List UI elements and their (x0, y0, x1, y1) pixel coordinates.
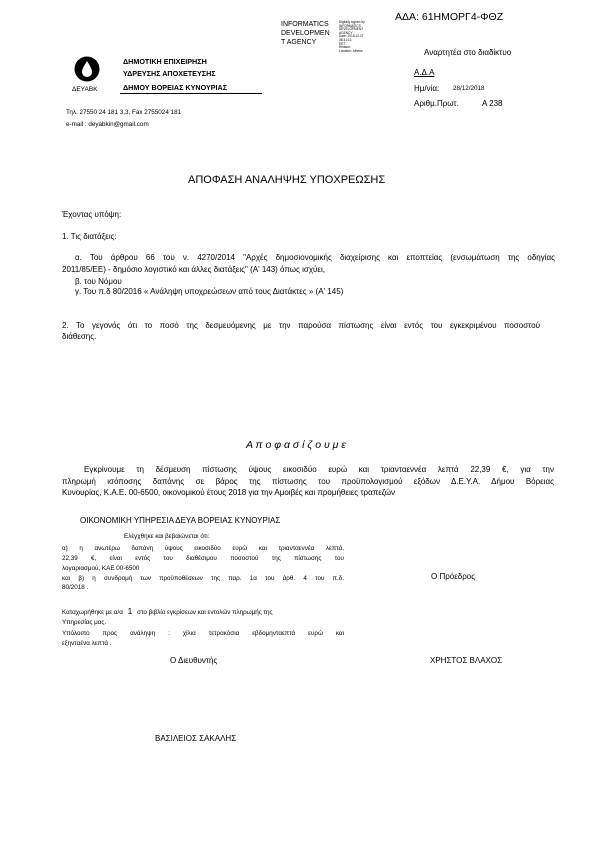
signature-line: Reason: (339, 45, 351, 50)
verified-line: 80/2018 . (62, 584, 89, 591)
financial-service-heading: ΟΙΚΟΝΟΜΙΚΗ ΥΠΗΡΕΣΙΑ ΔΕΥΑ ΒΟΡΕΙΑΣ ΚΥΝΟΥΡΙΑΣ (80, 516, 281, 525)
approval-line1: Εγκρίνουμε τη δέσμευση πίστωσης ύψους εικοσιδύο ευρώ και τριανταεννέα λεπτά 22,39 €, για την (84, 465, 554, 474)
decision-heading: Α π ο φ α σ ί ζ ο υ μ ε (246, 439, 346, 451)
date-value: 28/12/2018 (453, 85, 485, 92)
signature-line: EET (339, 41, 346, 46)
provisions-heading: 1. Τις διατάξεις: (62, 232, 117, 241)
registered-line1 (62, 608, 344, 617)
informatics-label-1: INFORMATICS (281, 21, 329, 28)
contact-phone: Τηλ. 27550 24 181 3,3, Fax 2755024 181 (66, 109, 182, 116)
director-title: Ο Διευθυντής (170, 656, 218, 665)
logo-rule (120, 93, 262, 94)
logo-caption: ΔΕΥΑΒΚ (72, 86, 98, 93)
signature-line: Location: Athens (339, 48, 363, 53)
point-2-line1: 2. Το γεγονός ότι το ποσό της δεσμευόμενης με την παρούσα πίστωσης είναι εντός του εγκεκριμένου ποσοστού (62, 321, 540, 330)
informatics-label-2: DEVELOPMEN (281, 30, 330, 37)
verified-line: και β) η συνδρομή των προϋποθέσεων της παρ. 1α του άρθ. 4 του π.δ. (62, 575, 344, 582)
verified-line: 22,39 €, είναι εντός του διαθέσιμου ποσοστού της πίστωσης του (62, 555, 344, 562)
page-title: ΑΠΟΦΑΣΗ ΑΝΑΛΗΨΗΣ ΥΠΟΧΡΕΩΣΗΣ (188, 174, 386, 186)
org-name-line2: ΥΔΡΕΥΣΗΣ ΑΠΟΧΕΤΕΥΣΗΣ (123, 69, 216, 78)
registered-line3: Υπόλοιπο προς ανάληψη : χίλια τετρακόσια εβδομηνταεπτά ευρώ και (62, 630, 344, 637)
having-regard: Έχοντας υπόψη: (62, 210, 122, 219)
ada-header: ΑΔΑ: 61ΗΜΟΡΓ4-ΦΘΖ (395, 11, 504, 23)
signature-line: Date: 2018.12.27 08:31:13 (339, 34, 364, 42)
protocol-value: Α 238 (482, 99, 503, 108)
registered-entry-number: 1 (127, 606, 133, 616)
provision-b: β. του Νόμου (75, 277, 122, 286)
digital-signature-details (339, 21, 373, 53)
informatics-label-3: T AGENCY (281, 39, 317, 46)
approval-line2: πληρωμή ισόποσης δαπάνης σε βάρος της πίστωσης του προϋπολογισμού εξόδων Δ.Ε.Υ.Α. Δήμου Βόρειας (62, 477, 554, 486)
verified-line: λογαριασμού, ΚΑΕ 00-6500 (62, 565, 140, 572)
registered-line4: εξηνταένα λεπτά . (62, 640, 112, 647)
registered-line2: Υπηρεσίας μας. (62, 619, 107, 626)
ada-label: Α.Δ.Α (414, 68, 435, 77)
provision-a-line2: 2011/85/ΕΕ) - δημόσιο λογιστικό και άλλες διατάξεις" (Α' 143) όπως ισχύει, (62, 265, 325, 274)
registered-prefix: Καταχωρήθηκε με α/α (62, 609, 123, 616)
director-name: ΒΑΣΙΛΕΙΟΣ ΣΑΚΑΛΗΣ (155, 734, 237, 743)
signature-line: INFORMATICS (339, 23, 361, 28)
provision-c: γ. Του π.δ 80/2016 « Ανάληψη υποχρεώσεων από τους Διατάκτες » (Α' 145) (75, 287, 344, 296)
date-label: Ημ/νία: (414, 84, 440, 93)
org-name-line3: ΔΗΜΟΥ ΒΟΡΕΙΑΣ ΚΥΝΟΥΡΙΑΣ (123, 83, 228, 92)
signature-line: DEVELOPMENT AGENCY (339, 27, 364, 35)
verified-heading: Ελέγχθηκε και βεβαιώνεται ότι: (124, 533, 210, 540)
verified-line: α) η ανωτέρω δαπάνη ύψους εικοσιδύο ευρώ και τριανταεννέα λεπτά, (62, 545, 344, 552)
chairman-name: ΧΡΗΣΤΟΣ ΒΛΑΧΟΣ (430, 656, 503, 665)
provision-a-line1: α. Του άρθρου 66 του ν. 4270/2014 "Αρχές δημοσιονομικής διαχείρισης και εποπτείας (ενσωμάτωση της οδηγίας (75, 253, 555, 262)
point-2-line2: διάθεσης. (62, 332, 97, 341)
protocol-label: Αριθμ.Πρωτ. (414, 99, 459, 108)
approval-line3: Κυνουρίας, Κ.Α.Ε. 00-6500, οικονομικού έτους 2018 για την Αμοιβές και προμήθειες τραπεζών (62, 488, 396, 497)
signature-line: Digitally signed by (339, 20, 365, 24)
contact-email: e-mail : deyabkin@gmail.com (66, 121, 149, 128)
org-name-line1: ΔΗΜΟΤΙΚΗ ΕΠΙΧΕΙΡΗΣΗ (123, 57, 207, 66)
water-drop-logo-icon (74, 56, 100, 87)
registered-suffix: στο βιβλίο εγκρίσεων και εντολών πληρωμής της (137, 609, 273, 616)
posted-online-note: Αναρτητέα στο διαδίκτυο (424, 48, 512, 57)
chairman-title: Ο Πρόεδρος (431, 572, 476, 581)
